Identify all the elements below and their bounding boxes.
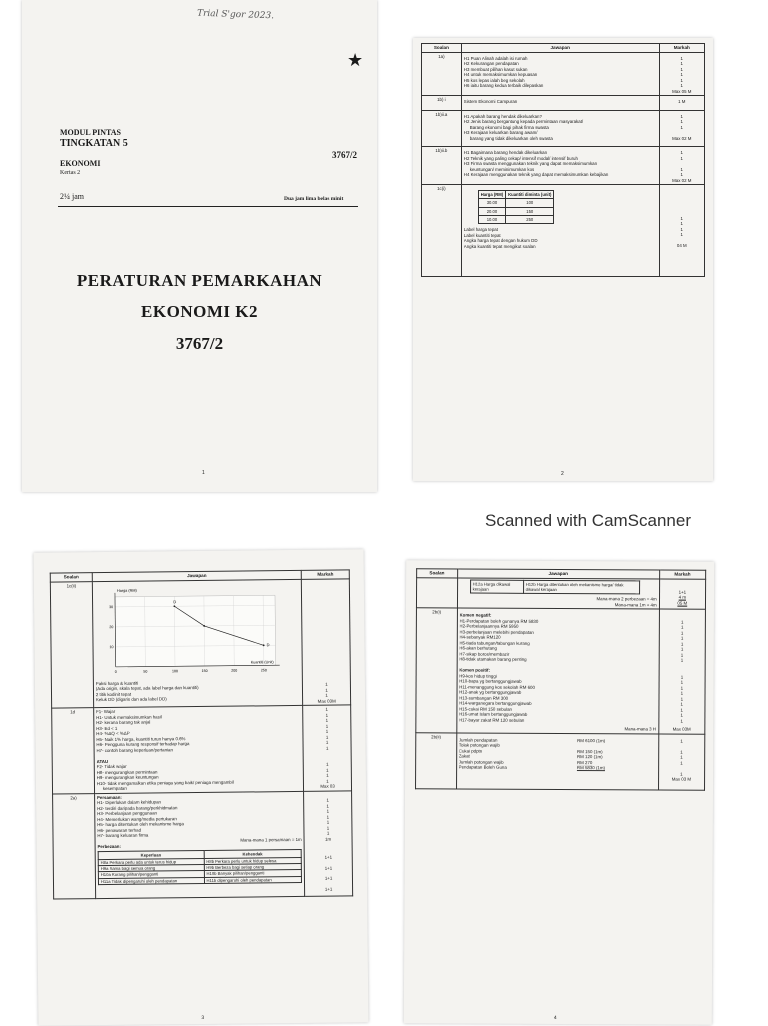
- answer-line: Komen negatif:: [459, 613, 656, 620]
- mark: 1: [307, 820, 350, 826]
- mark: 1: [662, 232, 702, 238]
- chart-note: 2 titik kodinit tepat: [96, 690, 300, 698]
- mark: 1: [661, 647, 702, 653]
- answer-line: keuntungan/ meminimumkan kos: [464, 167, 657, 173]
- answer-line: H17-bayar zakat RM 120 sebulan: [459, 717, 656, 724]
- answer-line: H6- Pengguna kurang responsif terhadap harga: [96, 740, 300, 748]
- h12-pair: [470, 579, 640, 594]
- answer-line: H6 iaitu barang kedua terbaik dilepaskan: [464, 83, 657, 89]
- header-jawapan: Jawapan: [457, 569, 659, 579]
- table-cell: 20.00: [478, 207, 505, 215]
- answer-line: H4 untuk memaksimumkan kepuasan: [464, 72, 657, 78]
- answer-line: H1 Puan Alinah adalah isi rumah: [464, 56, 657, 62]
- mark: Max 02 M: [662, 136, 702, 142]
- mark: 1: [661, 680, 702, 686]
- page-number: 3: [201, 1015, 204, 1021]
- mark: 1: [661, 696, 702, 702]
- mark: 1: [661, 707, 702, 713]
- marks-cell: [303, 705, 352, 791]
- answer-line: H3 Kerajaan keluarkan barang awam/: [464, 130, 657, 136]
- answer-line: H5-tiada tabungan/tabungan kurang: [459, 640, 656, 647]
- answer-line: Angka kuantiti tepat mengikut soalan: [464, 244, 657, 250]
- table-row: [478, 199, 554, 207]
- mark: 1: [662, 216, 702, 222]
- mark: 1: [305, 682, 348, 688]
- mark: 1: [661, 771, 702, 777]
- mark: Max 05 M: [662, 89, 702, 95]
- table-header-cell: Kehendak: [204, 849, 302, 858]
- answer-value: RM 6100 (1m): [577, 738, 605, 744]
- mark: 1+1: [307, 863, 350, 874]
- answer-line: H1- Untuk memaksimumkan hasil: [96, 713, 300, 721]
- answer-line: H9- mengurangkan keuntungan: [97, 773, 301, 781]
- header-jawapan: Jawapan: [461, 44, 659, 53]
- mark: 1: [661, 630, 702, 636]
- table-cell: 100: [506, 199, 554, 207]
- top-note-2: Mana-mana 1m + 4m: [460, 601, 657, 608]
- header-soalan: Soalan: [417, 569, 458, 578]
- mark: 1: [661, 674, 702, 680]
- tingkatan-label: TINGKATAN 5: [60, 138, 128, 149]
- table-cell: H8b Perkara perlu untuk hidup selesa: [204, 857, 302, 864]
- x-tick-label: 50: [143, 669, 147, 673]
- page-2: [413, 38, 713, 481]
- answer-cell: [456, 608, 659, 734]
- x-tick-label: 100: [172, 669, 178, 673]
- question-id: 1c(i): [422, 185, 462, 277]
- table-cell: 150: [506, 207, 554, 215]
- mark: 1: [306, 809, 349, 815]
- table-row: [478, 215, 554, 223]
- answer-line: H1- Diperlukan dalam kehidupan: [97, 798, 301, 806]
- mark: 1: [305, 693, 348, 699]
- answer-line: Angka harga tepat dengan hukum DD: [464, 238, 657, 244]
- demand-curve-chart: [95, 583, 296, 681]
- mark: 1: [307, 831, 350, 837]
- perbezaan-label: Perbezaan:: [97, 842, 301, 850]
- title-line-2: EKONOMI K2: [22, 302, 377, 322]
- table-cell: H10a Kurang pilihan/pengganti: [98, 871, 204, 878]
- answer-line: H2 Teknik yang paling cekap/ intensif modal/ intensif buruh: [464, 156, 657, 162]
- answer-line: H7- barang keluaran firma: [97, 831, 301, 839]
- answer-line: H2-Perbelanjaannya RM 5950: [459, 624, 656, 631]
- y-axis-label: Harga (RM): [117, 588, 138, 592]
- mark: 1: [306, 767, 349, 773]
- question-id: 1c(ii): [50, 581, 93, 708]
- chart-note: Keluk DD (digaris dan ada label DD): [96, 695, 300, 703]
- mark: 1: [661, 702, 702, 708]
- answer-value: RM 120 (1m): [577, 754, 603, 760]
- answer-cell: [94, 706, 304, 794]
- x-tick-label: 250: [261, 668, 267, 672]
- handwritten-note: Trial S'gor 2023.: [197, 9, 274, 22]
- header-markah: Markah: [301, 570, 349, 579]
- mark: 1: [662, 83, 702, 89]
- question-id: 2b(i): [416, 608, 457, 733]
- header-markah: Markah: [659, 44, 704, 53]
- mark: Max 03: [306, 784, 349, 790]
- mark: 1: [306, 729, 349, 735]
- answer-line: Sistem Ekonomi Campuran: [464, 99, 657, 105]
- answer-value: RM 5830 (1m): [577, 765, 605, 771]
- mark: 1: [662, 221, 702, 227]
- answer-line: H3- Ed < 1: [96, 724, 300, 732]
- answer-line: Barang ekonomi bagi pihak firma swasta: [464, 125, 657, 131]
- header-markah: Markah: [659, 570, 705, 579]
- title-line-1: PERATURAN PEMARKAHAN: [22, 271, 377, 291]
- answer-line: H7- contoh barang keperluan/pertanian: [96, 746, 300, 754]
- marks-cell: [659, 110, 704, 147]
- page-1: [22, 0, 377, 492]
- answer-value: RM 270: [577, 760, 592, 766]
- mark: 1: [305, 718, 348, 724]
- answer-line: H12-anak yg bertanggungjawab: [459, 690, 656, 697]
- answer-line: H4-sebanyak RM120: [459, 635, 656, 642]
- mark: 1: [661, 636, 702, 642]
- answer-line: H4- Memerlukan wang/media pertukaran: [97, 815, 301, 823]
- mark: 1: [662, 114, 702, 120]
- mark: 1: [662, 156, 702, 162]
- table-cell: H10b Banyak pilihan/pengganti: [204, 870, 302, 877]
- answer-line: F2- Tidak wajar: [97, 762, 301, 770]
- table-row: [52, 705, 352, 794]
- answer-label: Jumlah potongan wajib: [459, 759, 577, 765]
- price-quantity-table: [478, 190, 555, 224]
- header-jawapan: Jawapan: [92, 570, 301, 581]
- mark: 1: [662, 150, 702, 156]
- answer-line: [459, 765, 656, 772]
- table-cell: 10.00: [478, 215, 505, 223]
- answer-line: H11-menanggung kos sekolah RM 600: [459, 684, 656, 691]
- scanner-banner: Scanned with CamScanner: [485, 511, 691, 531]
- table-cell: H9a Sama bagi semua orang: [98, 865, 204, 872]
- mark: 1: [662, 61, 702, 67]
- marks-cell: [658, 734, 705, 790]
- marks-cell: [659, 147, 704, 185]
- answer-line: H3-perbelanjaan melebihi pendapatan: [459, 629, 656, 636]
- mark: 1: [306, 745, 349, 751]
- mark: 1: [661, 658, 702, 664]
- page-4: [404, 560, 714, 1025]
- answer-line: H2- kerana barang tak anjal: [96, 718, 300, 726]
- table-row: [422, 147, 705, 185]
- mark: 1: [661, 691, 702, 697]
- mark: 1: [306, 773, 349, 779]
- x-tick-label: 200: [231, 668, 237, 672]
- kertas-label: Kertas 2: [60, 170, 80, 176]
- mark: 1: [662, 619, 703, 625]
- mark: 1: [662, 72, 702, 78]
- paper-code: 3767/2: [332, 150, 357, 160]
- question-id: 1b) i: [422, 96, 462, 111]
- answer-line: H10- tidak mengamalkan etika peniaga yang baik/ peniaga mengambil: [97, 779, 301, 787]
- mark: 05 M: [662, 600, 703, 606]
- question-id: 1b)ii.b: [422, 147, 462, 185]
- mark: 1: [305, 687, 348, 693]
- answer-label: Tolak potongan wajib: [459, 743, 577, 749]
- table-row: [422, 110, 705, 147]
- total-line: Mana-mana 3 H: [459, 726, 656, 733]
- page-number: 1: [202, 470, 205, 476]
- answer-cell: [461, 185, 659, 277]
- difference-table: [98, 849, 303, 885]
- table-header-cell: Harga (RM): [478, 191, 505, 199]
- mark: 1: [305, 723, 348, 729]
- answer-cell: [94, 791, 304, 899]
- answer-line: H4 Kerajaan menggunakan teknik yang dapat memaksimumkan kebajikan: [464, 172, 657, 178]
- answer-line: H3 Firma swasta menggunakan teknik yang dapat memaksimumkan: [464, 161, 657, 167]
- chart-note: Paksi harga & kuantiti: [96, 679, 300, 687]
- subject-label: EKONOMI: [60, 159, 100, 168]
- answer-line: H5 kos lepas ialah beg sekolah: [464, 78, 657, 84]
- marks-cell: [304, 791, 353, 897]
- mark: 1: [662, 125, 702, 131]
- h12a-cell: H12a Harga dikawal kerajaan: [470, 580, 523, 594]
- mark: 1: [662, 67, 702, 73]
- mark: 1: [306, 803, 349, 809]
- mark: 1: [662, 625, 703, 631]
- answer-line: barang yang tidak dikeluarkan oleh swasta: [464, 136, 657, 142]
- chart-note: (Ada origin, skala tepat, ada label harga dan kuantiti): [96, 684, 300, 692]
- mark: Max 03M: [305, 698, 348, 704]
- answer-line: H2 Kekurangan pendapatan: [464, 61, 657, 67]
- answer-line: H7-sikap boros/membazir: [459, 651, 656, 658]
- mark: 1: [661, 641, 702, 647]
- answer-line: H15-cukai RM 150 sebulan: [459, 706, 656, 713]
- marks-cell: [658, 609, 705, 734]
- answer-line: H4- %ΔQ < %ΔP: [96, 729, 300, 737]
- table-row: [422, 96, 705, 111]
- mark: 1: [306, 814, 349, 820]
- mark: 1: [305, 712, 348, 718]
- mark: Max 03 M: [661, 777, 702, 783]
- header-soalan: Soalan: [50, 573, 92, 582]
- marks-cell: [659, 185, 704, 277]
- answer-line: H6-akan berhutang: [459, 646, 656, 653]
- answer-line: H6- penawaran terhad: [97, 826, 301, 834]
- table-cell: H8a Perkara perlu ada untuk terus hidup: [98, 858, 204, 865]
- mark: 1: [305, 707, 348, 713]
- table-header-cell: Kuantiti diminta (unit): [506, 191, 554, 199]
- answer-line: H5- Naik 1% harga, kuantiti turun hanya 0.6%: [96, 735, 300, 743]
- mark: 1: [661, 718, 702, 724]
- mark: 1: [306, 762, 349, 768]
- answer-line: H5- harga ditentukan oleh mekanisme harga: [97, 820, 301, 828]
- table-cell: H9b Berbeza bagi setiap orang: [204, 864, 302, 871]
- marks-cell: [659, 96, 704, 111]
- table-row: [422, 52, 705, 96]
- page-number: 2: [561, 471, 564, 477]
- answer-cell: [461, 52, 659, 96]
- marking-table-p4: [415, 568, 706, 790]
- marking-table-p3: [50, 569, 353, 899]
- y-tick-label: 30: [109, 605, 113, 609]
- mark: 1: [662, 119, 702, 125]
- answer-cell: [461, 96, 659, 111]
- mark: 1: [661, 685, 702, 691]
- mark: 1: [662, 78, 702, 84]
- mark: 1: [306, 734, 349, 740]
- table-row: [478, 207, 554, 215]
- mark: 1: [661, 755, 702, 761]
- answer-line: H2 Jenis barang bergantung kepada permintaan masyarakat/: [464, 119, 657, 125]
- table-row: [478, 191, 554, 199]
- duration-words: Dua jam lima belas minit: [284, 196, 343, 202]
- title-line-3: 3767/2: [22, 334, 377, 354]
- answer-line: H1-Perdapatan boleh gunanya RM 5830: [459, 618, 656, 625]
- question-id: 1a): [422, 52, 462, 96]
- x-tick-label: 150: [202, 669, 208, 673]
- answer-line: H14-warganegara bertanggungjawab: [459, 701, 656, 708]
- answer-line: Label kuantiti tepat: [464, 233, 657, 239]
- answer-label: Zakat: [459, 754, 577, 760]
- table-cell: 250: [506, 215, 554, 223]
- table-row: [416, 608, 706, 734]
- answer-line: kesempatan: [97, 784, 301, 792]
- answer-line: H10-bapa yg bertanggungjawab: [459, 679, 656, 686]
- mark: 1+1: [662, 589, 703, 595]
- star-icon: ★: [347, 50, 363, 71]
- mark: 04 M: [662, 243, 702, 249]
- question-id: 1d: [52, 708, 95, 794]
- answer-cell: [456, 733, 658, 790]
- subtotal-line: Mana-mana 1 persamaan = 1m: [97, 837, 301, 845]
- mark: 4 m: [662, 595, 703, 601]
- mark: 1: [662, 172, 702, 178]
- answer-line: H9-kos hidup tinggi: [459, 673, 656, 680]
- answer-line: H1 Bagaimana barang hendak dikeluarkan: [464, 150, 657, 156]
- mark: 1: [661, 760, 702, 766]
- question-id: 2b(ii): [416, 732, 457, 788]
- table-cell: H11b dipengaruhi oleh pendapatan: [204, 876, 302, 883]
- y-tick-label: 10: [109, 645, 113, 649]
- modul-label: MODUL PINTAS: [60, 128, 121, 137]
- answer-line: Persamaan:: [97, 793, 301, 801]
- table-header-cell: Keperluan: [98, 850, 204, 859]
- table-row: [416, 732, 705, 790]
- mark: 1: [306, 778, 349, 784]
- answer-line: H3- Perbelanjaan penggunaan: [97, 809, 301, 817]
- divider: [58, 206, 358, 207]
- question-id: 2a): [53, 793, 96, 899]
- mark: 1: [306, 740, 349, 746]
- answer-line: F1- Wajar: [96, 707, 300, 715]
- mark: 1: [661, 738, 702, 744]
- curve-label-end: D: [266, 642, 269, 647]
- answer-line: H1 Apakah barang hendak dikeluarkan?: [464, 114, 657, 120]
- mark: 1: [661, 713, 702, 719]
- answer-line: H8-tidak utamakan barang penting: [459, 657, 656, 664]
- table-row: [53, 791, 353, 900]
- mark: Max 02 M: [662, 178, 702, 184]
- answer-line: Label harga tepat: [464, 227, 657, 233]
- answer-label: Jumlah pendapatan: [459, 737, 577, 743]
- answer-label: Pendapatan Boleh Guna: [459, 765, 577, 771]
- mark: 1: [661, 652, 702, 658]
- answer-line: H2- terdiri daripada barang/perkhidmatan: [97, 804, 301, 812]
- answer-line: H16-umat Islam bertanggungjawab: [459, 712, 656, 719]
- mark: 1: [662, 56, 702, 62]
- answer-value: RM 150 (1m): [577, 749, 603, 755]
- answer-cell: [461, 147, 659, 185]
- answer-line: H8- mengurangkan permintaan: [97, 768, 301, 776]
- answer-line: H3 membuat pilihan kasut sukan: [464, 67, 657, 73]
- x-tick-label: 0: [115, 670, 117, 674]
- answer-line: H13-sumbangan RM 300: [459, 695, 656, 702]
- mark: 1: [307, 825, 350, 831]
- table-row: [422, 185, 705, 277]
- mark: 1+1: [307, 853, 350, 864]
- page-number: 4: [554, 1015, 557, 1021]
- mark: 1 M: [662, 99, 702, 105]
- top-note-1: Mana-mana 2 perbezaan = 4m: [460, 596, 657, 603]
- table-cell: H11a Tidak dipengaruhi oleh pendapatan: [98, 877, 204, 884]
- header-soalan: Soalan: [422, 44, 462, 53]
- mark: 1: [661, 749, 702, 755]
- page-3: [34, 549, 369, 1025]
- answer-line: Komen positif:: [459, 668, 656, 675]
- marking-table-p2: [421, 43, 705, 277]
- mark: 1: [306, 798, 349, 804]
- duration: 2¼ jam: [60, 192, 84, 201]
- answer-label: Cukai pdptn: [459, 748, 577, 754]
- answer-line: ATAU: [97, 757, 301, 765]
- answer-cell: [461, 110, 659, 147]
- x-axis-label: Kuantiti (Unit): [251, 660, 275, 664]
- y-tick-label: 20: [109, 625, 113, 629]
- table-cell: 30.00: [478, 199, 505, 207]
- mark: 1m: [307, 836, 350, 842]
- mark: 1: [662, 227, 702, 233]
- mark: Max 03M: [661, 727, 702, 733]
- mark: 1+1: [307, 884, 350, 895]
- h12b-cell: H12b Harga ditentukan oleh mekanisme harga/ tidak dikawal kerajaan: [523, 580, 639, 594]
- question-id: 1b)ii.a: [422, 110, 462, 147]
- marks-cell: [659, 52, 704, 96]
- mark: 1: [662, 167, 702, 173]
- curve-label-start: D: [173, 599, 176, 604]
- mark: 1+1: [307, 874, 350, 885]
